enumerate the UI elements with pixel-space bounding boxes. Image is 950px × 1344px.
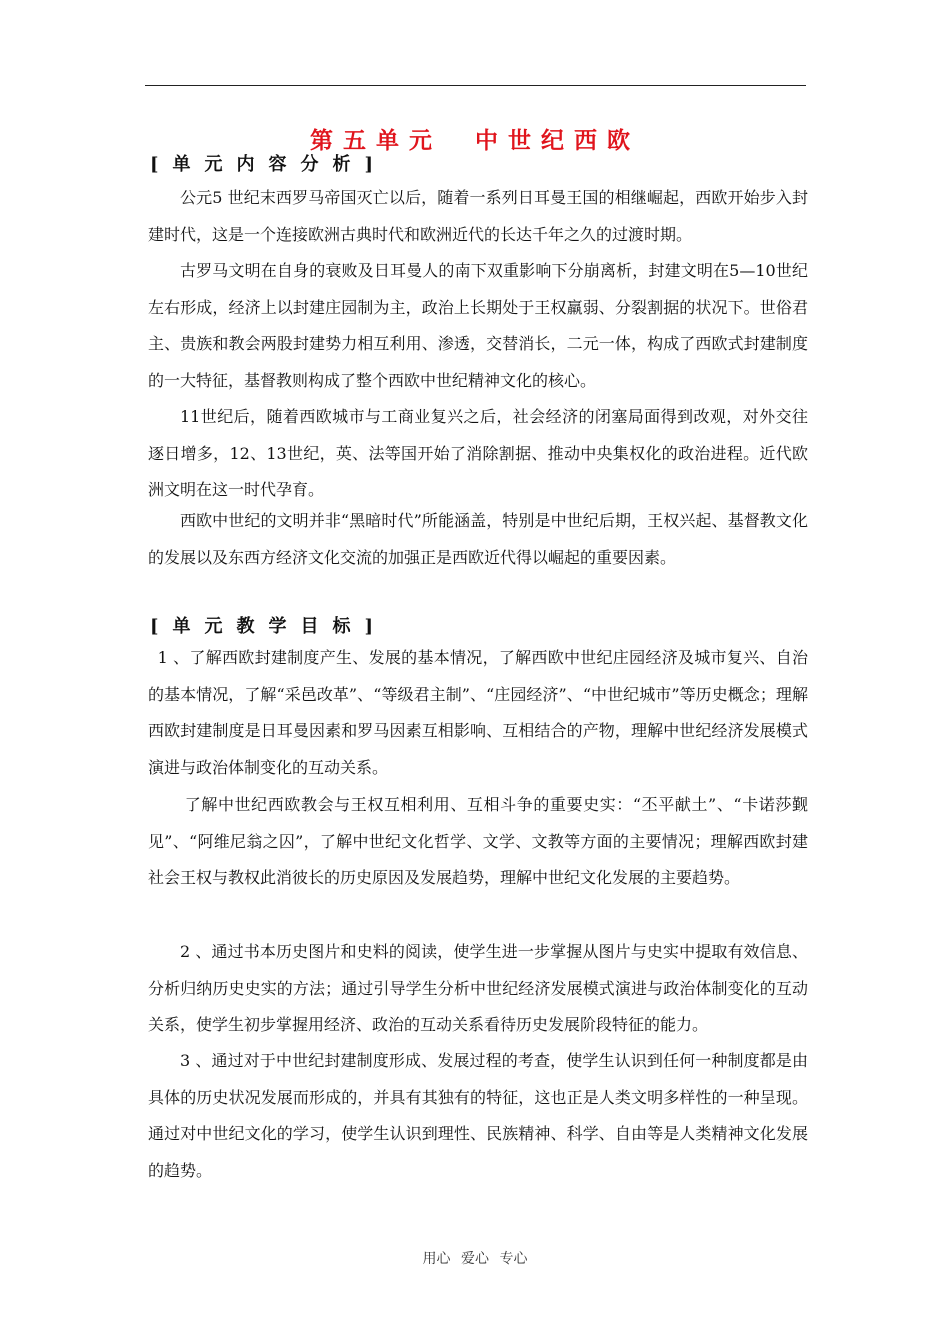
- section-heading-teaching-goals: [单元教学目标]: [150, 616, 388, 637]
- paragraph: 古罗马文明在自身的衰败及日耳曼人的南下双重影响下分崩离析，封建文明在5—10世纪左右形成，经济上以封建庄园制为主，政治上长期处于王权羸弱、分裂割据的状况下。世俗君主、贵族和教会两股封建势力相互利用、渗透，交替消长，二元一体，构成了西欧式封建制度的一大特征，基督教则构成了整个西欧中世纪精神文化的核心。: [148, 261, 808, 390]
- paragraph: 公元5 世纪末西罗马帝国灭亡以后，随着一系列日耳曼王国的相继崛起，西欧开始步入封建时代，这是一个连接欧洲古典时代和欧洲近代的长达千年之久的过渡时期。: [148, 188, 808, 244]
- paragraph: 11世纪后，随着西欧城市与工商业复兴之后，社会经济的闭塞局面得到改观，对外交往逐日增多，12、13世纪，英、法等国开始了消除割据、推动中央集权化的政治进程。近代欧洲文明在这一时代孕育。: [148, 407, 808, 499]
- page-footer: 用心 爱心 专心: [422, 1251, 528, 1267]
- page-title: 第五单元 中世纪西欧: [310, 127, 640, 154]
- paragraph: 了解中世纪西欧教会与王权互相利用、互相斗争的重要史实：“丕平献土”、“卡诺莎觐见”、“阿维尼翁之囚”，了解中世纪文化哲学、文学、文教等方面的主要情况；理解西欧封建社会王权与教权此消彼长的历史原因及发展趋势，理解中世纪文化发展的主要趋势。: [148, 795, 808, 887]
- paragraph: 3 、通过对于中世纪封建制度形成、发展过程的考查，使学生认识到任何一种制度都是由具体的历史状况发展而形成的，并具有其独有的特征，这也正是人类文明多样性的一种呈现。通过对中世纪文化的学习，使学生认识到理性、民族精神、科学、自由等是人类精神文化发展的趋势。: [148, 1051, 808, 1180]
- paragraph: 1 、了解西欧封建制度产生、发展的基本情况，了解西欧中世纪庄园经济及城市复兴、自治的基本情况，了解“采邑改革”、“等级君主制”、“庄园经济”、“中世纪城市”等历史概念；理解西欧封建制度是日耳曼因素和罗马因素互相影响、互相结合的产物，理解中世纪经济发展模式演进与政治体制变化的互动关系。: [148, 648, 808, 777]
- section-heading-content-analysis: [单元内容分析]: [150, 154, 388, 175]
- paragraph: 西欧中世纪的文明并非“黑暗时代”所能涵盖，特别是中世纪后期，王权兴起、基督教文化的发展以及东西方经济文化交流的加强正是西欧近代得以崛起的重要因素。: [148, 511, 808, 567]
- header-rule: [145, 85, 806, 86]
- paragraph: 2 、通过书本历史图片和史料的阅读，使学生进一步掌握从图片与史实中提取有效信息、分析归纳历史史实的方法；通过引导学生分析中世纪经济发展模式演进与政治体制变化的互动关系，使学生初步掌握用经济、政治的互动关系看待历史发展阶段特征的能力。: [148, 942, 808, 1034]
